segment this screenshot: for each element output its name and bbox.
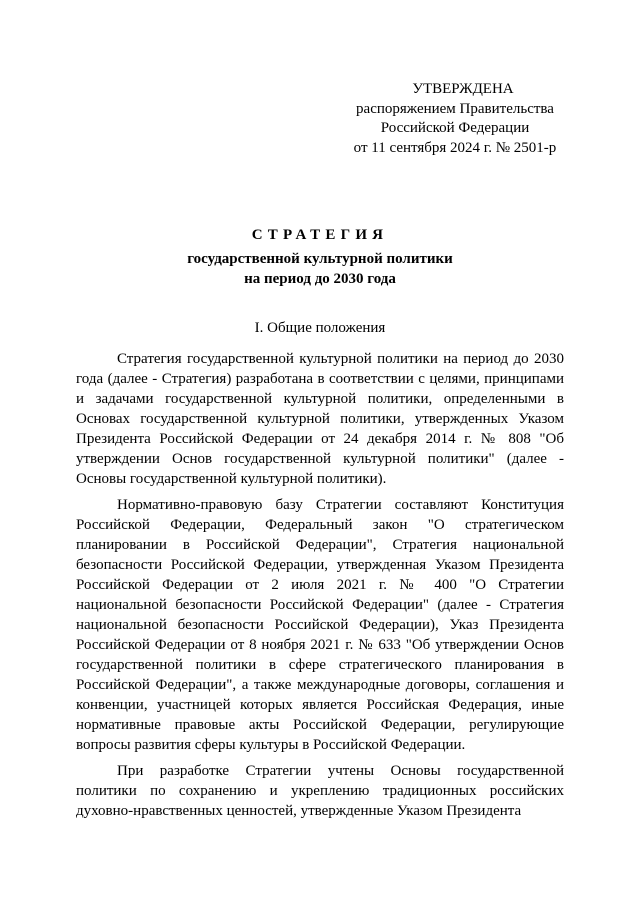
approval-country: Российской Федерации [380,120,530,136]
paragraph: При разработке Стратегии учтены Основы государственной политики по сохранению и укреплению традиционных российских духовно-нравственных ценностей, утвержденные Указом Президента [76,763,564,819]
document-subtitle [76,250,564,289]
approval-authority: распоряжением Правительства [356,100,554,117]
approval-stamp [330,80,580,158]
subtitle-line-1: государственной культурной политики [187,251,453,267]
body-text [76,349,564,821]
paragraph: Стратегия государственной культурной политики на период до 2030 года (далее - Стратегия) разработана в соответствии с целями, принципами и задачами государственной культурной политики, определенными в Основах государственной культурной политики, утвержденных Указом Президента Российской Федерации от 24 декабря 2014 г. № 808 "Об утверждении Основ государственной культурной политики" (далее - Основы государственной культурной политики). [76,351,564,487]
approval-date-number: от 11 сентября 2024 г. № 2501-р [353,139,557,156]
paragraph: Нормативно-правовую базу Стратегии составляют Конституция Российской Федерации, Федеральный закон "О стратегическом планировании в Российской Федерации", Стратегия национальной безопасности Российской Федерации, утвержденная Указом Президента Российской Федерации от 2 июля 2021 г. № 400 "О Стратегии национальной безопасности Российской Федерации" (далее - Стратегия национальной безопасности Российской Федерации), Указ Президента Российской Федерации от 8 ноября 2021 г. № 633 "Об утверждении Основ государственной политики в сфере стратегического планирования в Российской Федерации", а также международные договоры, соглашения и конвенции, участницей которых является Российская Федерация, иные нормативные правовые акты Российской Федерации, регулирующие вопросы развития сферы культуры в Российской Федерации. [76,497,564,753]
approval-heading: УТВЕРЖДЕНА [412,81,514,97]
section-heading: I. Общие положения [254,320,386,336]
subtitle-line-2: на период до 2030 года [244,270,396,287]
document-title: СТРАТЕГИЯ [251,227,389,243]
